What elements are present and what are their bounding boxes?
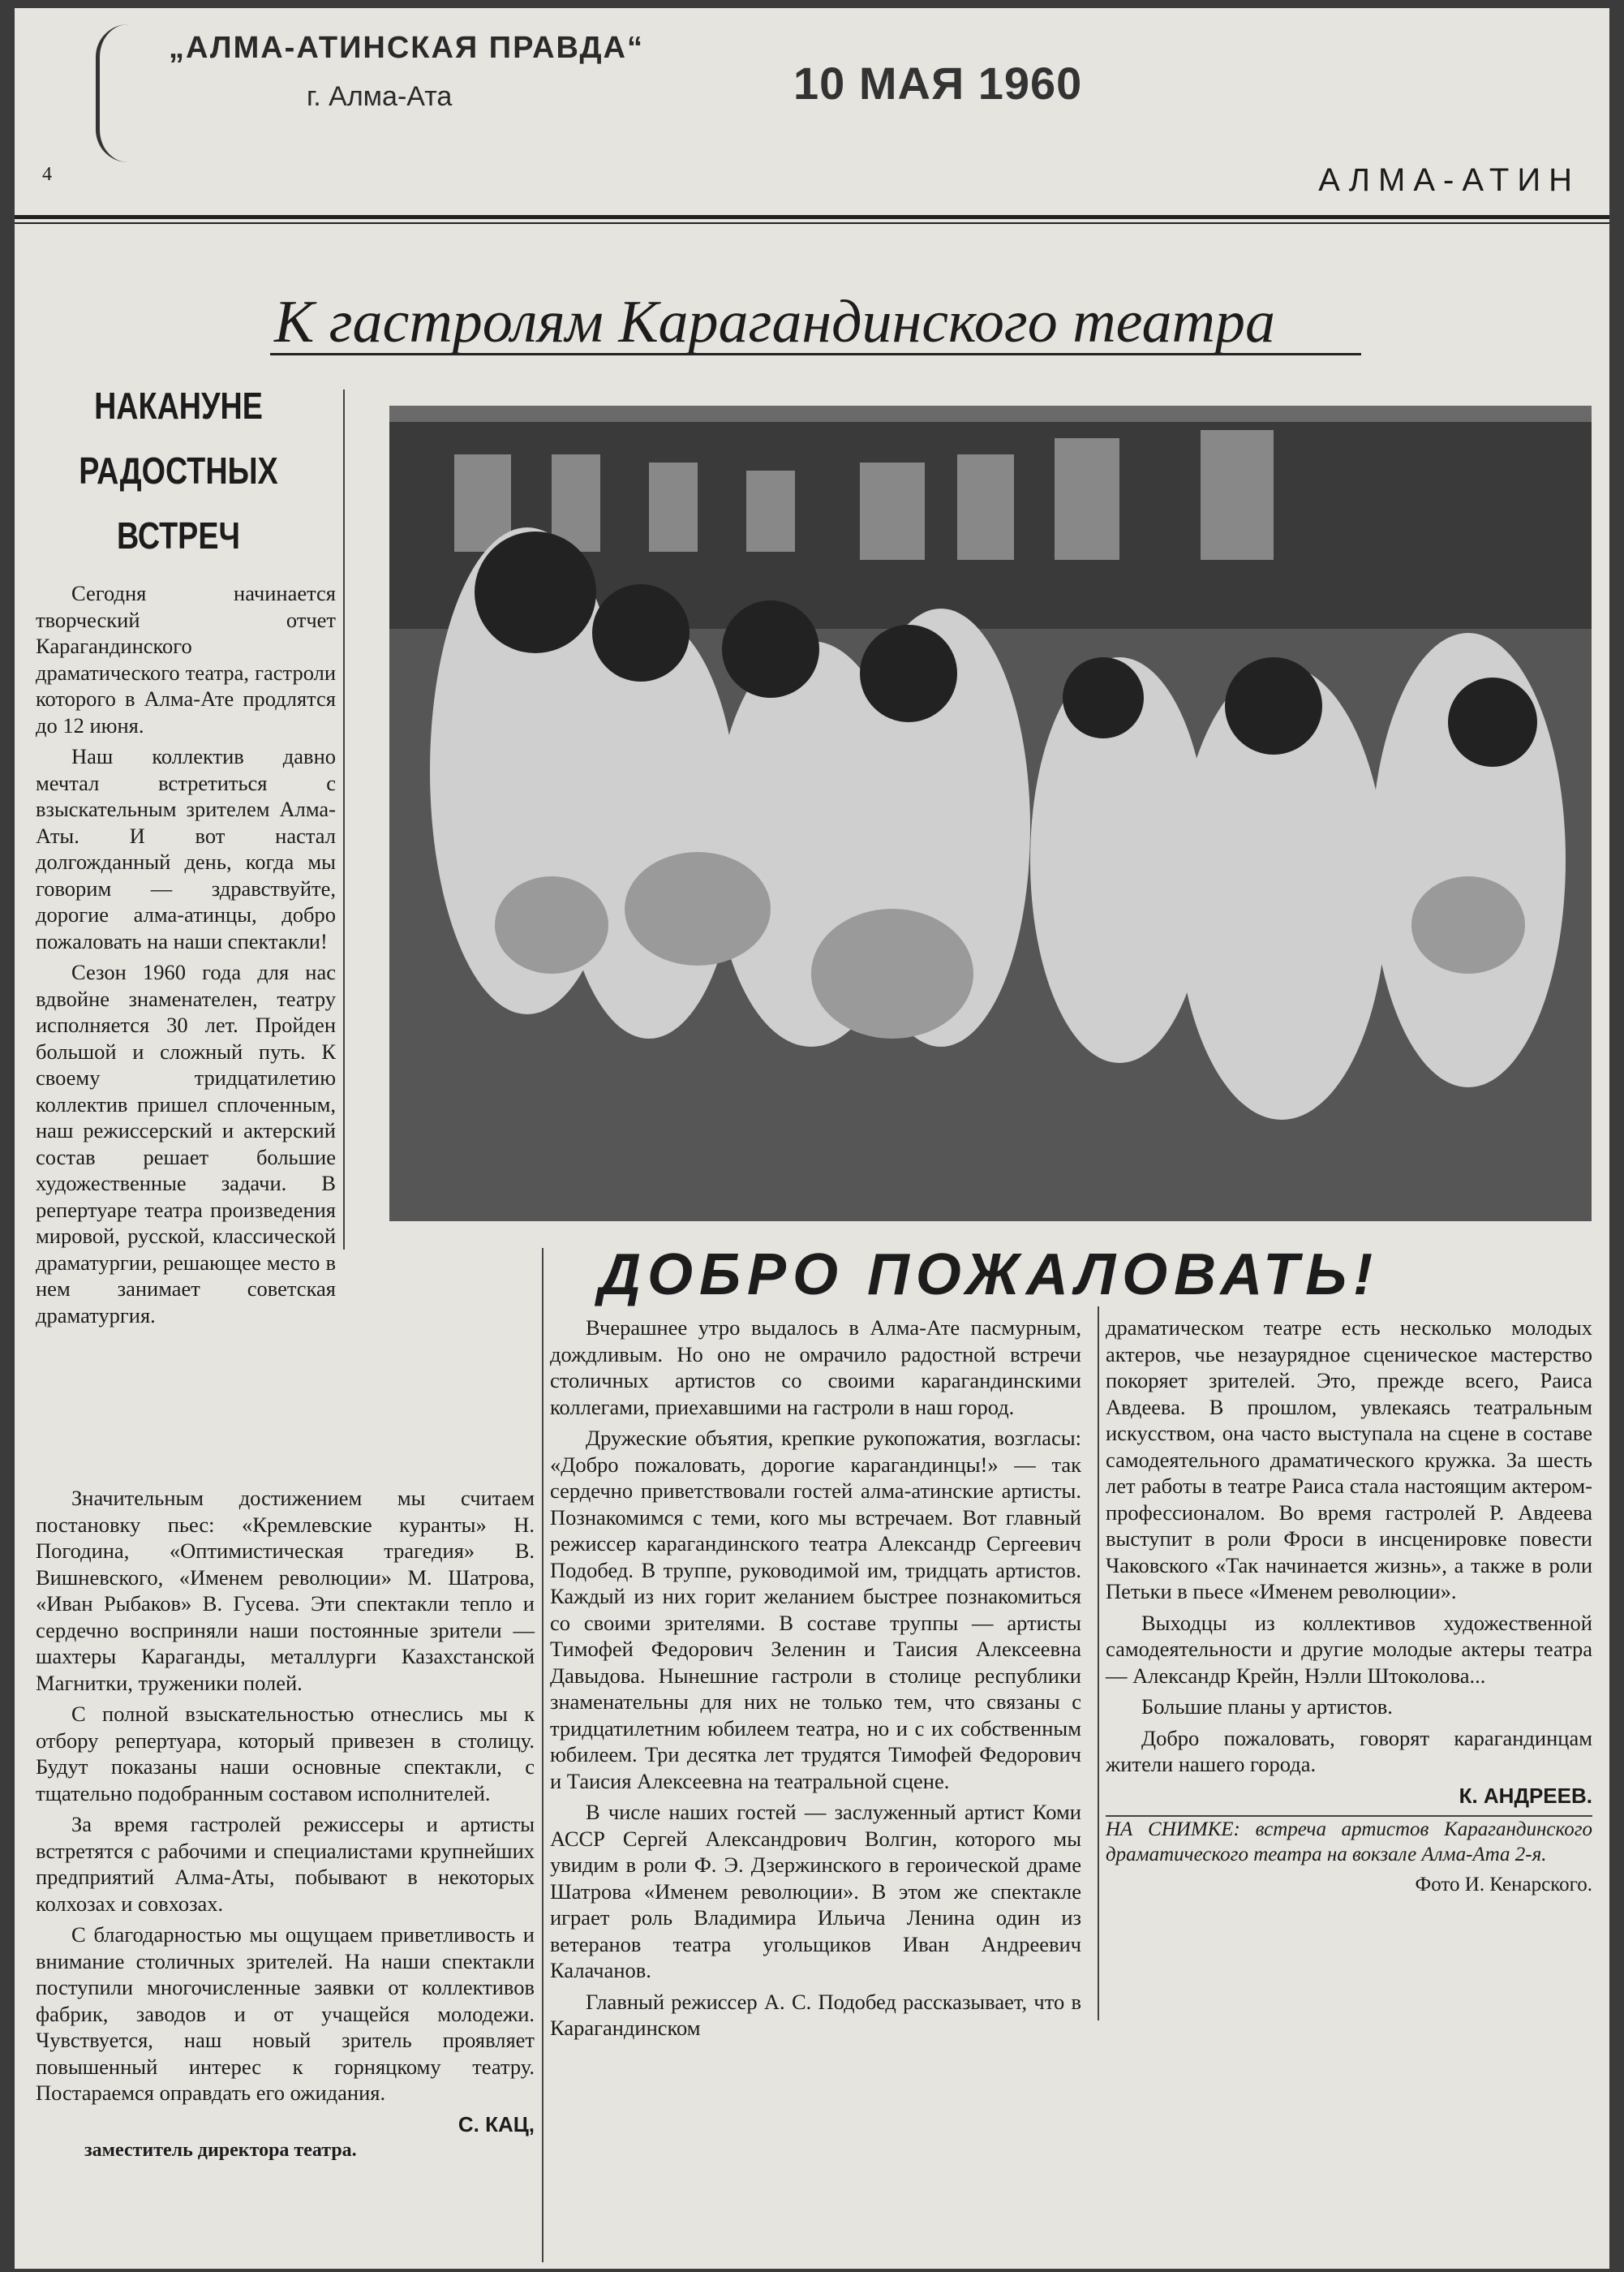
- article1-author-title: заместитель директора театра.: [84, 2140, 357, 2161]
- stamp-bracket: [96, 24, 148, 162]
- article2-paragraph: Большие планы у артистов.: [1141, 1694, 1393, 1719]
- article1-paragraph: Сезон 1960 года для нас вдвойне знаменателен, театру исполняется 30 лет. Пройден большой и сложный путь. К своему тридцатилетию коллектив пришел сплоченным, наш режиссерский и актерский состав решает большие художественные задачи. В репертуаре театра произведения мировой, русской, классической драматургии, решающее место в нем занимает советская драматургия.: [36, 960, 336, 1327]
- page-headline: К гастролям Карагандинского театра: [274, 289, 1275, 355]
- newspaper-name-stamp: „АЛМА-АТИНСКАЯ ПРАВДА“: [169, 31, 645, 65]
- article2-title: ДОБРО ПОЖАЛОВАТЬ!: [599, 1242, 1380, 1307]
- article2-paragraph: Выходцы из коллективов художественной самодеятельности и другие молодые актеры театра — Александр Крейн, Нэлли Штоколова...: [1106, 1610, 1592, 1688]
- article2-paragraph: Вчерашнее утро выдалось в Алма-Ате пасмурным, дождливым. Но оно не омрачило радостной встречи столичных артистов со своими карагандинскими коллегами, приехавшими на гастроли в наш город.: [550, 1315, 1081, 1419]
- article1-title-line: РАДОСТНЫХ: [79, 450, 278, 492]
- caption-lead: НА СНИМКЕ:: [1106, 1818, 1240, 1840]
- article1-body-bottom: [36, 1485, 535, 2164]
- article2-column-2: [1106, 1315, 1592, 1899]
- article1-paragraph: Наш коллектив давно мечтал встретиться с взыскательным зрителем Алма-Аты. И вот настал долгожданный день, когда мы говорим — здравствуйте, дорогие алма-атинцы, добро пожаловать на наши спектакли!: [36, 744, 336, 953]
- photo-credit: Фото И. Кенарского.: [1415, 1874, 1592, 1895]
- article1-title-line: НАКАНУНЕ: [94, 385, 263, 427]
- article1-paragraph: С благодарностью мы ощущаем приветливость и внимание столичных зрителей. На наши спектакли поступили многочисленные заявки от коллективов фабрик, заводов и от учащейся молодежи. Чувствуется, наш новый зритель проявляет повышенный интерес к горняцкому театру. Постараемся оправдать его ожидания.: [36, 1922, 535, 2105]
- article1-paragraph: За время гастролей режиссеры и артисты встретятся с рабочими и специалистами крупнейших предприятий Алма-Аты, побывают в некоторых колхозах и совхозах.: [36, 1812, 535, 1916]
- article1-author: С. КАЦ,: [458, 2111, 535, 2136]
- article2-paragraph: В числе наших гостей — заслуженный артист Коми АССР Сергей Александрович Волгин, которого мы увидим в роли Ф. Э. Дзержинского в героической драме Шатрова «Именем революции». В этом же спектакле играет роль Владимира Ильича Ленина один из ветеранов театра угольщиков Иван Андреевич Калачанов.: [550, 1800, 1081, 1982]
- page-number: 4: [42, 164, 52, 185]
- article1-body-top: [36, 580, 336, 1333]
- article1-paragraph: Сегодня начинается творческий отчет Карагандинского драматического театра, гастроли которого в Алма-Ате продлятся до 12 июня.: [36, 581, 336, 738]
- article2-column-1: [550, 1315, 1081, 2046]
- date-stamp: 10 МАЯ 1960: [793, 58, 1083, 109]
- photo-caption: [1106, 1817, 1592, 1867]
- article2-paragraph: драматическом театре есть несколько молодых актеров, чье незаурядное сценическое мастерство покоряет зрителей. Это, прежде всего, Раиса Авдеева. В прошлом, увлекаясь театральным искусством, она часто выступала на сцене в составе самодеятельного драматического кружка. За шесть лет работы в театре Раиса стала настоящим актером-профессионалом. Во время гастролей Р. Авдеева выступит в роли Фроси в инсценировке повести Чаковского «Так начинается жизнь», а также в роли Петьки в пьесе «Именем революции».: [1106, 1315, 1592, 1603]
- photo-illustration: [389, 406, 1592, 1221]
- header-rule: [15, 215, 1609, 219]
- newspaper-city-stamp: г. Алма-Ата: [307, 81, 453, 112]
- column-divider: [343, 389, 345, 1250]
- header-rule-thin: [15, 222, 1609, 224]
- section-header: АЛМА-АТИН: [1318, 162, 1580, 198]
- article1-title-line: ВСТРЕЧ: [117, 514, 240, 557]
- article1-title: [79, 373, 278, 568]
- headline-underline: [270, 353, 1361, 355]
- article1-paragraph: Значительным достижением мы считаем постановку пьес: «Кремлевские куранты» Н. Погодина, «Оптимистическая трагедия» В. Вишневского, «Именем революции» М. Шатрова, «Иван Рыбаков» В. Гусева. Эти спектакли тепло и сердечно восприняли наши постоянные зрители — шахтеры Караганды, металлурги Казахстанской Магнитки, труженики полей.: [36, 1486, 535, 1695]
- article2-paragraph: Добро пожаловать, говорят карагандинцам жители нашего города.: [1106, 1725, 1592, 1776]
- news-photo: [389, 406, 1592, 1221]
- article2-paragraph: Главный режиссер А. С. Подобед рассказывает, что в Карагандинском: [550, 1989, 1081, 2040]
- article1-paragraph: С полной взыскательностью отнеслись мы к отбору репертуара, который привезен в столицу. Будут показаны наши основные спектакли, с тщательно подобранным составом исполнителей.: [36, 1702, 535, 1805]
- article2-author: К. АНДРЕЕВ.: [1459, 1783, 1592, 1808]
- column-divider: [542, 1248, 543, 2262]
- article2-paragraph: Дружеские объятия, крепкие рукопожатия, возгласы: «Добро пожаловать, дорогие карагандинцы!» — так сердечно приветствовали гостей алма-атинские артисты. Познакомимся с теми, кого мы встречаем. Вот главный режиссер карагандинского театра Александр Сергеевич Подобед. В труппе, руководимой им, тридцать артистов. Каждый из них горит желанием быстрее познакомиться со своими зрителями. В составе труппы — артисты Тимофей Федорович Зеленин и Таисия Алексеевна Давыдова. Нынешние гастроли в столице республики знаменательны для них не только тем, что связаны с тридцатилетним юбилеем театра, но и с их собственным юбилеем. Три десятка лет трудятся Тимофей Федорович и Таисия Алексеевна на театральной сцене.: [550, 1426, 1081, 1793]
- caption-text: встреча артистов Карагандинского драматического театра на вокзале Алма-Ата 2-я.: [1106, 1818, 1592, 1865]
- column-divider: [1098, 1306, 1099, 2020]
- newspaper-clipping: [15, 8, 1609, 2269]
